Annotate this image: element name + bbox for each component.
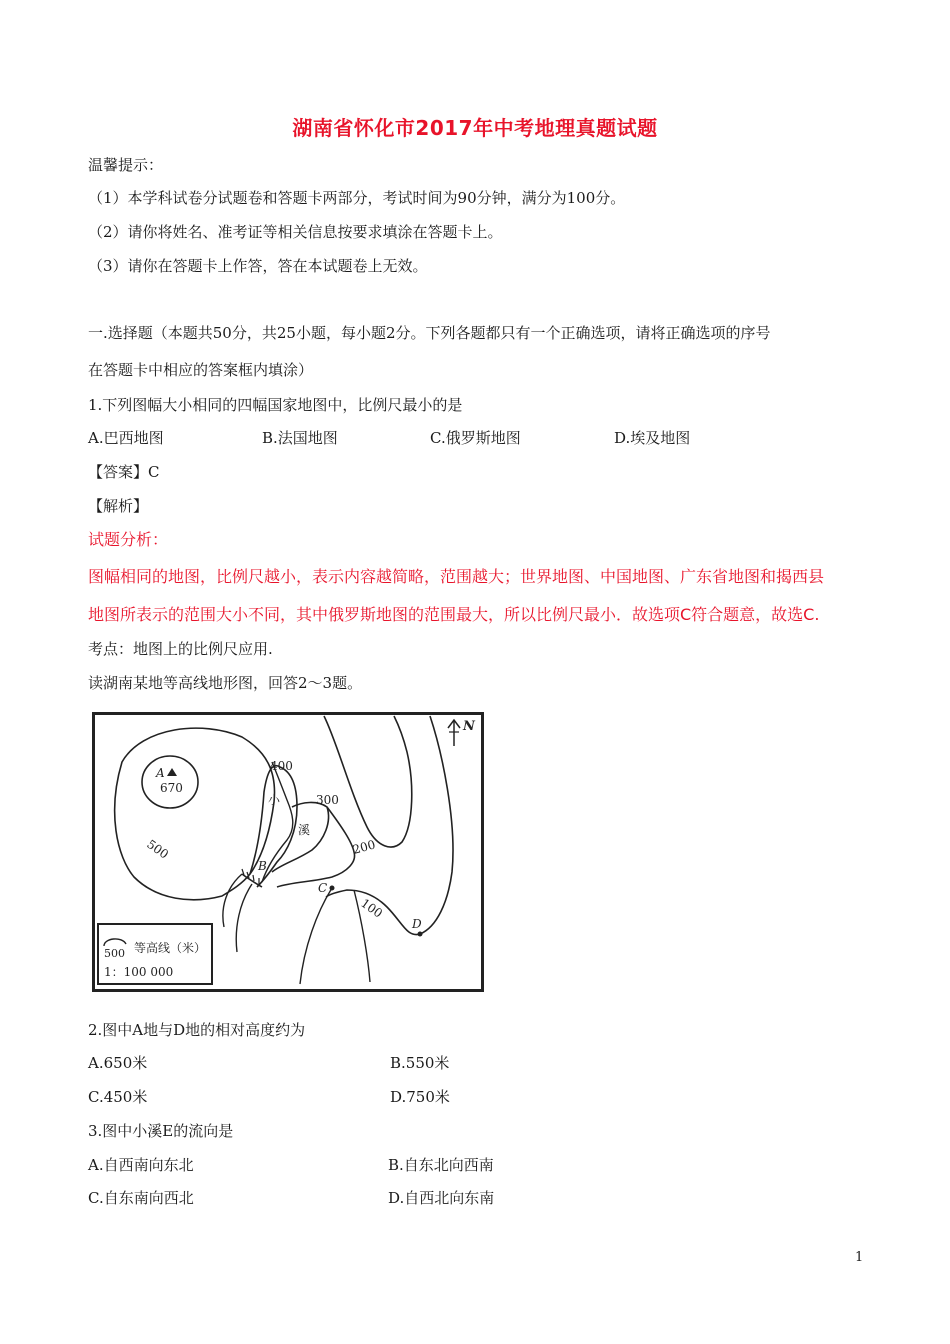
page-title: 湖南省怀化市2017年中考地理真题试题 <box>292 116 658 140</box>
q2-option-d: D.750米 <box>390 1088 450 1106</box>
stream-char-1: 小 <box>268 793 281 807</box>
q3-option-d: D.自西北向东南 <box>388 1189 495 1207</box>
q3-option-a: A.自西南向东北 <box>88 1156 194 1174</box>
contour-label-300: 300 <box>316 793 339 807</box>
point-a-label: A <box>156 766 165 780</box>
legend-label: 等高线（米） <box>134 941 207 955</box>
point-c-label: C <box>318 881 328 895</box>
question-1-stem: 1.下列图幅大小相同的四幅国家地图中，比例尺最小的是 <box>88 396 463 414</box>
contour-map <box>92 712 484 992</box>
q1-answer: 【答案】C <box>88 463 160 481</box>
q1-option-b: B.法国地图 <box>262 429 338 447</box>
q2-option-c: C.450米 <box>88 1088 148 1106</box>
elevation-a-label: 670 <box>160 781 183 795</box>
point-d-dot <box>418 932 423 937</box>
q1-option-a: A.巴西地图 <box>88 429 164 447</box>
q2-option-a: A.650米 <box>88 1054 148 1072</box>
section-heading-line2: 在答题卡中相应的答案框内填涂） <box>88 361 314 379</box>
contour-label-100: 100 <box>358 895 386 921</box>
tip-3: （3）请你在答题卡上作答，答在本试题卷上无效。 <box>88 257 428 275</box>
page-number: 1 <box>855 1250 864 1265</box>
tip-1: （1）本学科试卷分试题卷和答题卡两部分，考试时间为90分钟，满分为100分。 <box>88 189 626 207</box>
q2-option-b: B.550米 <box>390 1054 450 1072</box>
contour-label-400: 400 <box>270 759 293 773</box>
question-2-stem: 2.图中A地与D地的相对高度约为 <box>88 1021 306 1039</box>
section-heading-line1: 一.选择题（本题共50分，共25小题，每小题2分。下列各题都只有一个正确选项，请将正确选项的序号 <box>88 324 771 342</box>
contour-label-200: 200 <box>351 837 377 857</box>
q3-option-b: B.自东北向西南 <box>388 1156 494 1174</box>
point-b-label: B <box>258 859 267 873</box>
q3-option-c: C.自东南向西北 <box>88 1189 194 1207</box>
map-scale: 1：100 000 <box>104 965 174 979</box>
tips-heading: 温馨提示： <box>88 156 164 174</box>
q1-analysis-line1: 图幅相同的地图，比例尺越小，表示内容越简略，范围越大；世界地图、中国地图、广东省地图和揭西县 <box>88 567 825 586</box>
q1-kaodian: 考点：地图上的比例尺应用. <box>88 640 273 658</box>
point-d-label: D <box>412 917 422 931</box>
question-3-stem: 3.图中小溪E的流向是 <box>88 1122 234 1140</box>
legend-value: 500 <box>104 947 125 960</box>
read-prompt: 读湖南某地等高线地形图，回答2～3题。 <box>88 674 363 692</box>
q1-analysis-line2: 地图所表示的范围大小不同，其中俄罗斯地图的范围最大，所以比例尺最小．故选项C符合题意，故选C. <box>88 605 820 624</box>
q1-analysis-label: 【解析】 <box>88 497 149 515</box>
q1-option-d: D.埃及地图 <box>614 429 691 447</box>
contour-label-500: 500 <box>144 836 172 862</box>
q1-analysis-heading: 试题分析： <box>88 530 169 549</box>
stream-char-2: 溪 <box>298 823 311 837</box>
q1-option-c: C.俄罗斯地图 <box>430 429 521 447</box>
north-label: N <box>463 719 475 734</box>
tip-2: （2）请你将姓名、准考证等相关信息按要求填涂在答题卡上。 <box>88 223 503 241</box>
